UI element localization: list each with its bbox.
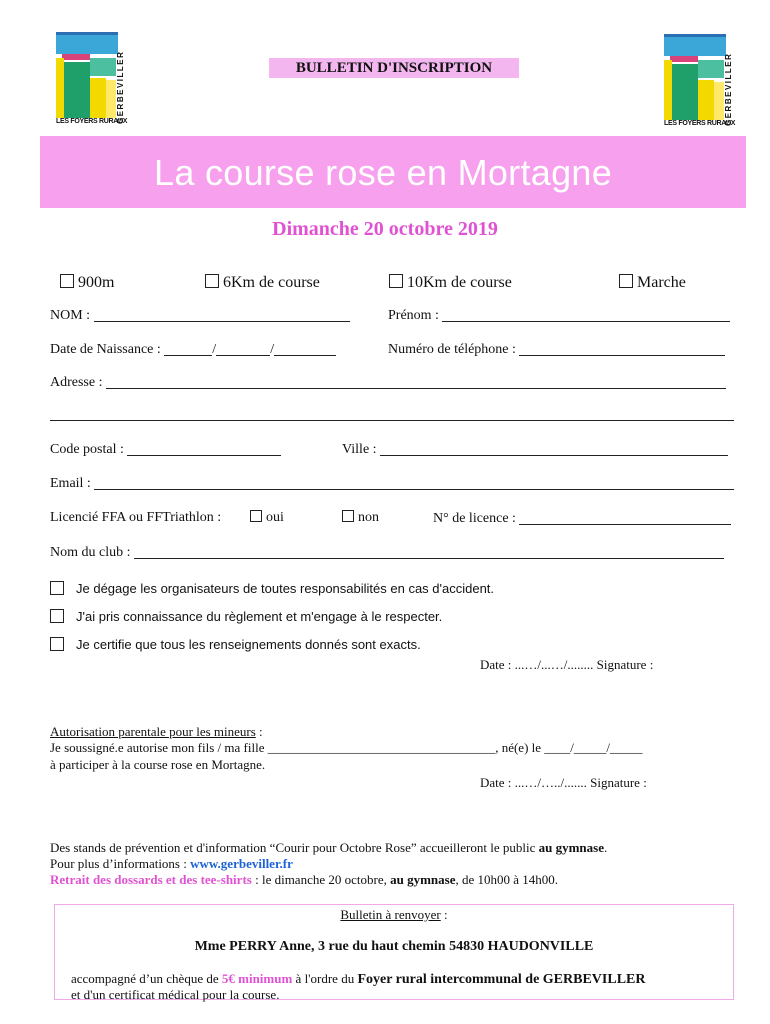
info-line-1 (50, 840, 607, 856)
checkbox-oui[interactable] (250, 510, 262, 522)
field-prenom[interactable] (388, 307, 730, 324)
send-line-1 (71, 971, 646, 988)
input-line-adresse-2[interactable] (50, 420, 734, 421)
parental-line-1: Je soussigné.e autorise mon fils / ma fille ___________________________________, né(e) le ____/_____/_____ (50, 740, 643, 755)
input-line-code-postal[interactable] (127, 441, 281, 456)
date-signature-1: Date : ...…/...…/........ Signature : (480, 657, 654, 672)
logo-left-vertical-text: GERBEVILLER (116, 50, 125, 124)
date-signature-2: Date : ...…/…../....... Signature : (480, 775, 647, 790)
label-club: Nom du club : (50, 545, 131, 560)
input-line-email[interactable] (94, 475, 734, 490)
send-box (54, 904, 734, 1000)
event-title: La course rose en Mortagne (154, 152, 613, 193)
field-licence[interactable] (433, 510, 731, 527)
info-line-3-b: : le dimanche 20 octobre, (251, 872, 391, 887)
label-naissance: Date de Naissance : (50, 342, 161, 357)
declaration-1[interactable] (50, 581, 494, 596)
checkbox-900m[interactable] (60, 274, 74, 288)
logo-right-vertical-text: GERBEVILLER (724, 52, 733, 126)
info-line-2 (50, 856, 293, 872)
field-code-postal[interactable] (50, 441, 281, 458)
checkbox-10km[interactable] (389, 274, 403, 288)
logo-left-graphic (56, 32, 118, 118)
label-code-postal: Code postal : (50, 442, 124, 457)
field-email[interactable] (50, 475, 734, 492)
input-line-naissance-jour[interactable] (164, 341, 212, 356)
option-900m-label: 900m (78, 274, 115, 291)
input-line-prenom[interactable] (442, 307, 730, 322)
date-sep: / (212, 342, 217, 357)
event-banner (40, 136, 746, 208)
label-adresse: Adresse : (50, 375, 103, 390)
input-line-naissance-annee[interactable] (274, 341, 336, 356)
declaration-2-text: J'ai pris connaissance du règlement et m'engage à le respecter. (76, 609, 443, 624)
input-line-ville[interactable] (380, 441, 728, 456)
field-naissance[interactable] (50, 341, 336, 358)
send-line-1-d: Foyer rural intercommunal de GERBEVILLER (357, 972, 646, 987)
field-nom[interactable] (50, 307, 350, 324)
option-marche[interactable] (619, 274, 686, 292)
label-licencie: Licencié FFA ou FFTriathlon : (50, 510, 222, 525)
info-line-2-a: Pour plus d’informations : (50, 856, 191, 871)
field-ville[interactable] (342, 441, 728, 458)
checkbox-declaration-1[interactable] (50, 581, 64, 595)
send-line-2: et d'un certificat médical pour la course. (71, 987, 280, 1002)
label-nom: NOM : (50, 308, 91, 323)
logo-right (664, 34, 740, 130)
option-10km[interactable] (389, 274, 512, 292)
field-adresse[interactable] (50, 374, 726, 391)
input-line-club[interactable] (134, 544, 724, 559)
logo-left-bottom-text: LES FOYERS RURAUX (56, 118, 128, 125)
label-telephone: Numéro de téléphone : (388, 342, 516, 357)
info-line-1-a: Des stands de prévention et d'information “Courir pour Octobre Rose” accueilleront le public (50, 840, 539, 855)
input-line-naissance-mois[interactable] (216, 341, 270, 356)
field-telephone[interactable] (388, 341, 725, 358)
event-date: Dimanche 20 octobre 2019 (272, 218, 498, 240)
info-line-1-c: . (604, 840, 608, 855)
send-line-1-a: accompagné d’un chèque de (71, 971, 222, 986)
parental-line-2: à participer à la course rose en Mortagne. (50, 757, 266, 772)
logo-right-bottom-text: LES FOYERS RURAUX (664, 120, 736, 127)
info-line-1-b: au gymnase (538, 840, 604, 855)
declaration-3-text: Je certifie que tous les renseignements donnés sont exacts. (76, 637, 421, 652)
label-non: non (358, 510, 379, 525)
checkbox-marche[interactable] (619, 274, 633, 288)
send-heading-line (55, 907, 733, 923)
checkbox-declaration-3[interactable] (50, 637, 64, 651)
info-line-3-a: Retrait des dossards et des tee-shirts (50, 872, 252, 887)
option-marche-label: Marche (637, 274, 686, 291)
option-900m[interactable] (60, 274, 114, 292)
checkbox-declaration-2[interactable] (50, 609, 64, 623)
bulletin-title: BULLETIN D'INSCRIPTION (269, 58, 519, 78)
send-line-1-b: 5€ minimum (221, 971, 293, 986)
option-6km-label: 6Km de course (223, 274, 320, 291)
label-oui: oui (266, 510, 284, 525)
input-line-adresse[interactable] (106, 374, 726, 389)
date-sep: / (270, 342, 275, 357)
parental-heading-suffix: : (255, 724, 263, 739)
field-club[interactable] (50, 544, 724, 561)
info-line-3 (50, 872, 558, 888)
input-line-licence[interactable] (519, 510, 731, 525)
option-non[interactable] (342, 510, 379, 526)
send-heading-suffix: : (440, 907, 448, 922)
info-line-3-d: , de 10h00 à 14h00. (455, 872, 559, 887)
label-licence: N° de licence : (433, 511, 516, 526)
website-link[interactable]: www.gerbeviller.fr (190, 856, 293, 871)
declaration-2[interactable] (50, 609, 442, 624)
input-line-nom[interactable] (94, 307, 350, 322)
field-licencie (50, 510, 221, 526)
declaration-1-text: Je dégage les organisateurs de toutes responsabilités en cas d'accident. (76, 581, 495, 596)
info-line-3-c: au gymnase (390, 872, 456, 887)
parental-heading: Autorisation parentale pour les mineurs (50, 724, 256, 739)
send-heading: Bulletin à renvoyer (340, 907, 441, 922)
label-prenom: Prénom : (388, 308, 439, 323)
declaration-3[interactable] (50, 637, 421, 652)
logo-left (56, 32, 132, 128)
label-ville: Ville : (342, 442, 377, 457)
send-line-1-c: à l'ordre du (292, 971, 358, 986)
checkbox-6km[interactable] (205, 274, 219, 288)
label-email: Email : (50, 476, 91, 491)
option-10km-label: 10Km de course (407, 274, 512, 291)
checkbox-non[interactable] (342, 510, 354, 522)
parental-heading-line (50, 724, 263, 740)
option-oui[interactable] (250, 510, 284, 526)
send-address: Mme PERRY Anne, 3 rue du haut chemin 54830 HAUDONVILLE (194, 939, 594, 954)
input-line-telephone[interactable] (519, 341, 725, 356)
logo-right-graphic (664, 34, 726, 120)
option-6km[interactable] (205, 274, 320, 292)
